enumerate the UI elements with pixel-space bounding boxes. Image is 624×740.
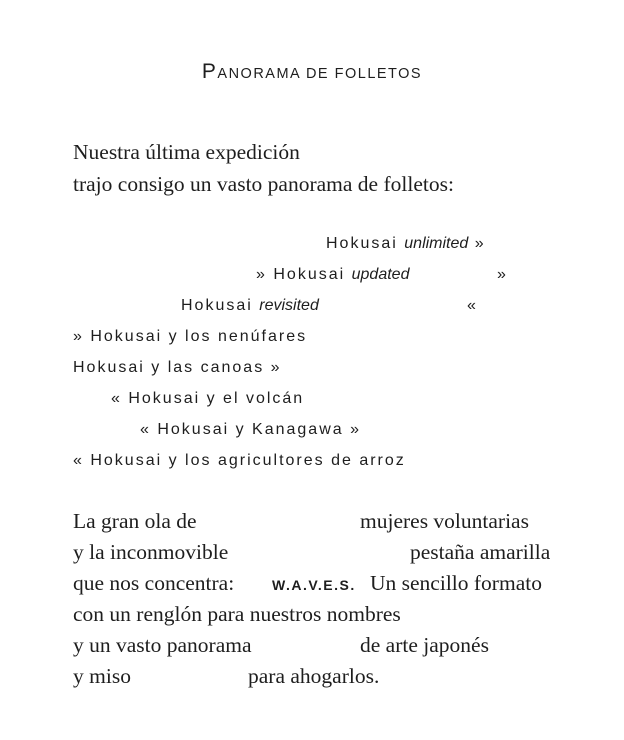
list-2-quote-a: »	[256, 266, 267, 283]
list-1-em: unlimited	[404, 235, 469, 252]
list-line-8: « Hokusai y los agricultores de arroz	[73, 452, 406, 469]
list-1-quote: »	[474, 235, 486, 252]
list-3-em: revisited	[259, 297, 319, 314]
list-line-2	[256, 266, 409, 284]
list-line-3	[181, 297, 319, 315]
closing-b-right: pestaña amarilla	[410, 540, 551, 564]
closing-c-right: Un sencillo formato	[370, 571, 542, 595]
closing-e-left: y un vasto panorama	[73, 633, 252, 657]
list-2-name: Hokusai	[273, 266, 346, 283]
intro-line-1: Nuestra última expedición	[73, 140, 300, 164]
closing-b-left: y la inconmovible	[73, 540, 229, 564]
closing-a-left: La gran ola de	[73, 509, 197, 533]
list-2-quote-b: »	[497, 266, 508, 283]
list-3-quote: «	[467, 297, 478, 314]
list-2-em: updated	[351, 266, 410, 283]
list-1-name: Hokusai	[326, 235, 398, 252]
list-line-5: Hokusai y las canoas »	[73, 359, 282, 376]
list-3-name: Hokusai	[181, 297, 253, 314]
list-line-6: « Hokusai y el volcán	[111, 390, 305, 407]
page-title	[0, 60, 624, 84]
list-line-1	[326, 235, 486, 253]
closing-c-left: que nos concentra:	[73, 571, 235, 595]
list-line-7: « Hokusai y Kanagawa »	[140, 421, 361, 438]
list-line-4: » Hokusai y los nenúfares	[73, 328, 308, 345]
title-rest: ANORAMA DE FOLLETOS	[217, 66, 423, 82]
waves-acronym: W.A.V.E.S.	[272, 577, 356, 593]
closing-d-line: con un renglón para nuestros nombres	[73, 602, 401, 626]
closing-e-right: de arte japonés	[360, 633, 489, 657]
intro-line-2: trajo consigo un vasto panorama de folletos:	[73, 172, 454, 196]
closing-a-right: mujeres voluntarias	[360, 509, 529, 533]
closing-f-right: para ahogarlos.	[248, 664, 380, 688]
title-initial: P	[201, 60, 218, 83]
closing-f-left: y miso	[73, 664, 131, 688]
